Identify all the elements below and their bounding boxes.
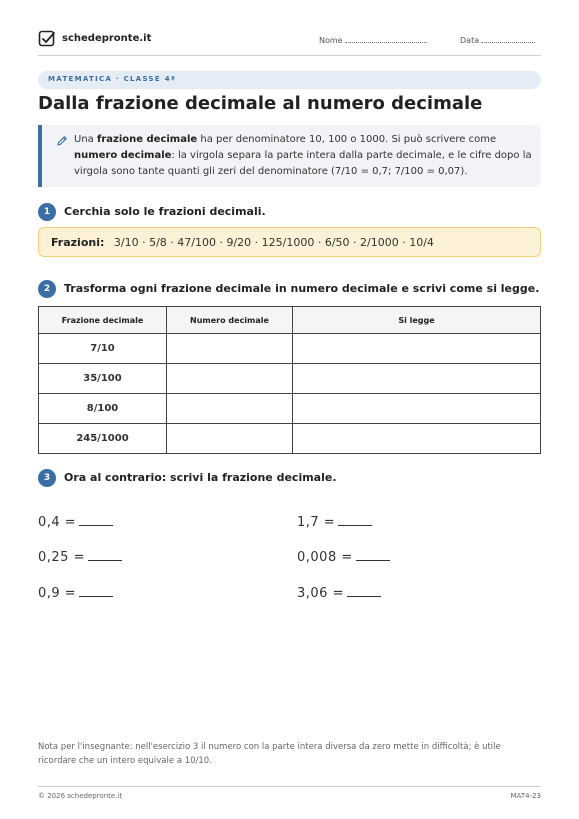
answer-blank[interactable] [338,514,372,526]
fractions-box [38,227,541,257]
info-text: Una frazione decimale ha per denominatore 10, 100 o 1000. Si può scrivere come numero decimale: la virgola separa la parte intera dalla parte decimale, e le cifre dopo la virgola sono tante quanti gli zeri del denominatore (7/10 = 0,7; 7/100 = 0,07). [74,134,532,177]
answer-item: 3,06 = [297,585,381,601]
answer-blank[interactable] [79,514,113,526]
answer-item: 0,4 = [38,514,113,530]
answer-item: 0,008 = [297,549,390,565]
answer-item: 1,7 = [297,514,372,530]
date-field[interactable] [460,35,535,45]
fractions-list[interactable]: 3/10 · 5/8 · 47/100 · 9/20 · 125/1000 · 6/50 · 2/1000 · 10/4 [113,236,434,249]
table-row [39,394,541,424]
decimal-answer-cell[interactable] [167,334,293,364]
answer-blank[interactable] [356,549,390,561]
page-title: Dalla frazione decimale al numero decimale [38,93,483,114]
col-header-frazione: Frazione decimale [39,307,167,334]
teacher-note: Nota per l'insegnante: nell'esercizio 3 il numero con la parte intera diversa da zero mette in difficoltà; è utile ricordare che un intero equivale a 10/10. [38,742,501,766]
date-label: Data [460,36,480,45]
name-line [345,35,427,43]
checkbox-icon [38,30,56,48]
conversion-table [38,306,541,454]
exercise-1-title: Cerchia solo le frazioni decimali. [64,205,266,218]
decimal-answer-cell[interactable] [167,424,293,454]
answer-blank[interactable] [79,585,113,597]
exercise-1-number: 1 [38,203,56,221]
fraction-cell: 7/10 [39,334,167,364]
page-header [38,30,541,56]
answer-blank[interactable] [347,585,381,597]
date-line [481,35,535,43]
fraction-cell: 245/1000 [39,424,167,454]
table-header-row [39,307,541,334]
page-footer [38,786,541,802]
reading-answer-cell[interactable] [293,334,541,364]
decimal-answer-cell[interactable] [167,394,293,424]
exercise-2-title: Trasforma ogni frazione decimale in numero decimale e scrivi come si legge. [64,282,540,295]
term-numero-decimale: numero decimale [74,150,172,161]
col-header-si-legge: Si legge [293,307,541,334]
name-field[interactable] [319,35,427,45]
copyright: © 2026 schedepronte.it [38,792,123,800]
fractions-label: Frazioni: [51,236,105,249]
table-row [39,424,541,454]
decimal-answer-cell[interactable] [167,364,293,394]
col-header-numero: Numero decimale [167,307,293,334]
answer-item: 0,25 = [38,549,122,565]
exercise-3-number: 3 [38,469,56,487]
reading-answer-cell[interactable] [293,364,541,394]
fraction-cell: 35/100 [39,364,167,394]
exercise-2-number: 2 [38,280,56,298]
reading-answer-cell[interactable] [293,424,541,454]
table-row [39,364,541,394]
fraction-cell: 8/100 [39,394,167,424]
reading-answer-cell[interactable] [293,394,541,424]
answer-item: 0,9 = [38,585,113,601]
term-frazione-decimale: frazione decimale [96,134,198,145]
pencil-icon [56,135,68,147]
name-label: Nome [319,36,343,45]
exercise-3-title: Ora al contrario: scrivi la frazione decimale. [64,471,337,484]
worksheet-code: MAT4-23 [510,792,541,800]
site-name: schedepronte.it [62,33,152,44]
info-box [38,125,541,187]
table-row [39,334,541,364]
subject-badge: MATEMATICA · CLASSE 4ª [38,71,541,89]
answer-blank[interactable] [88,549,122,561]
